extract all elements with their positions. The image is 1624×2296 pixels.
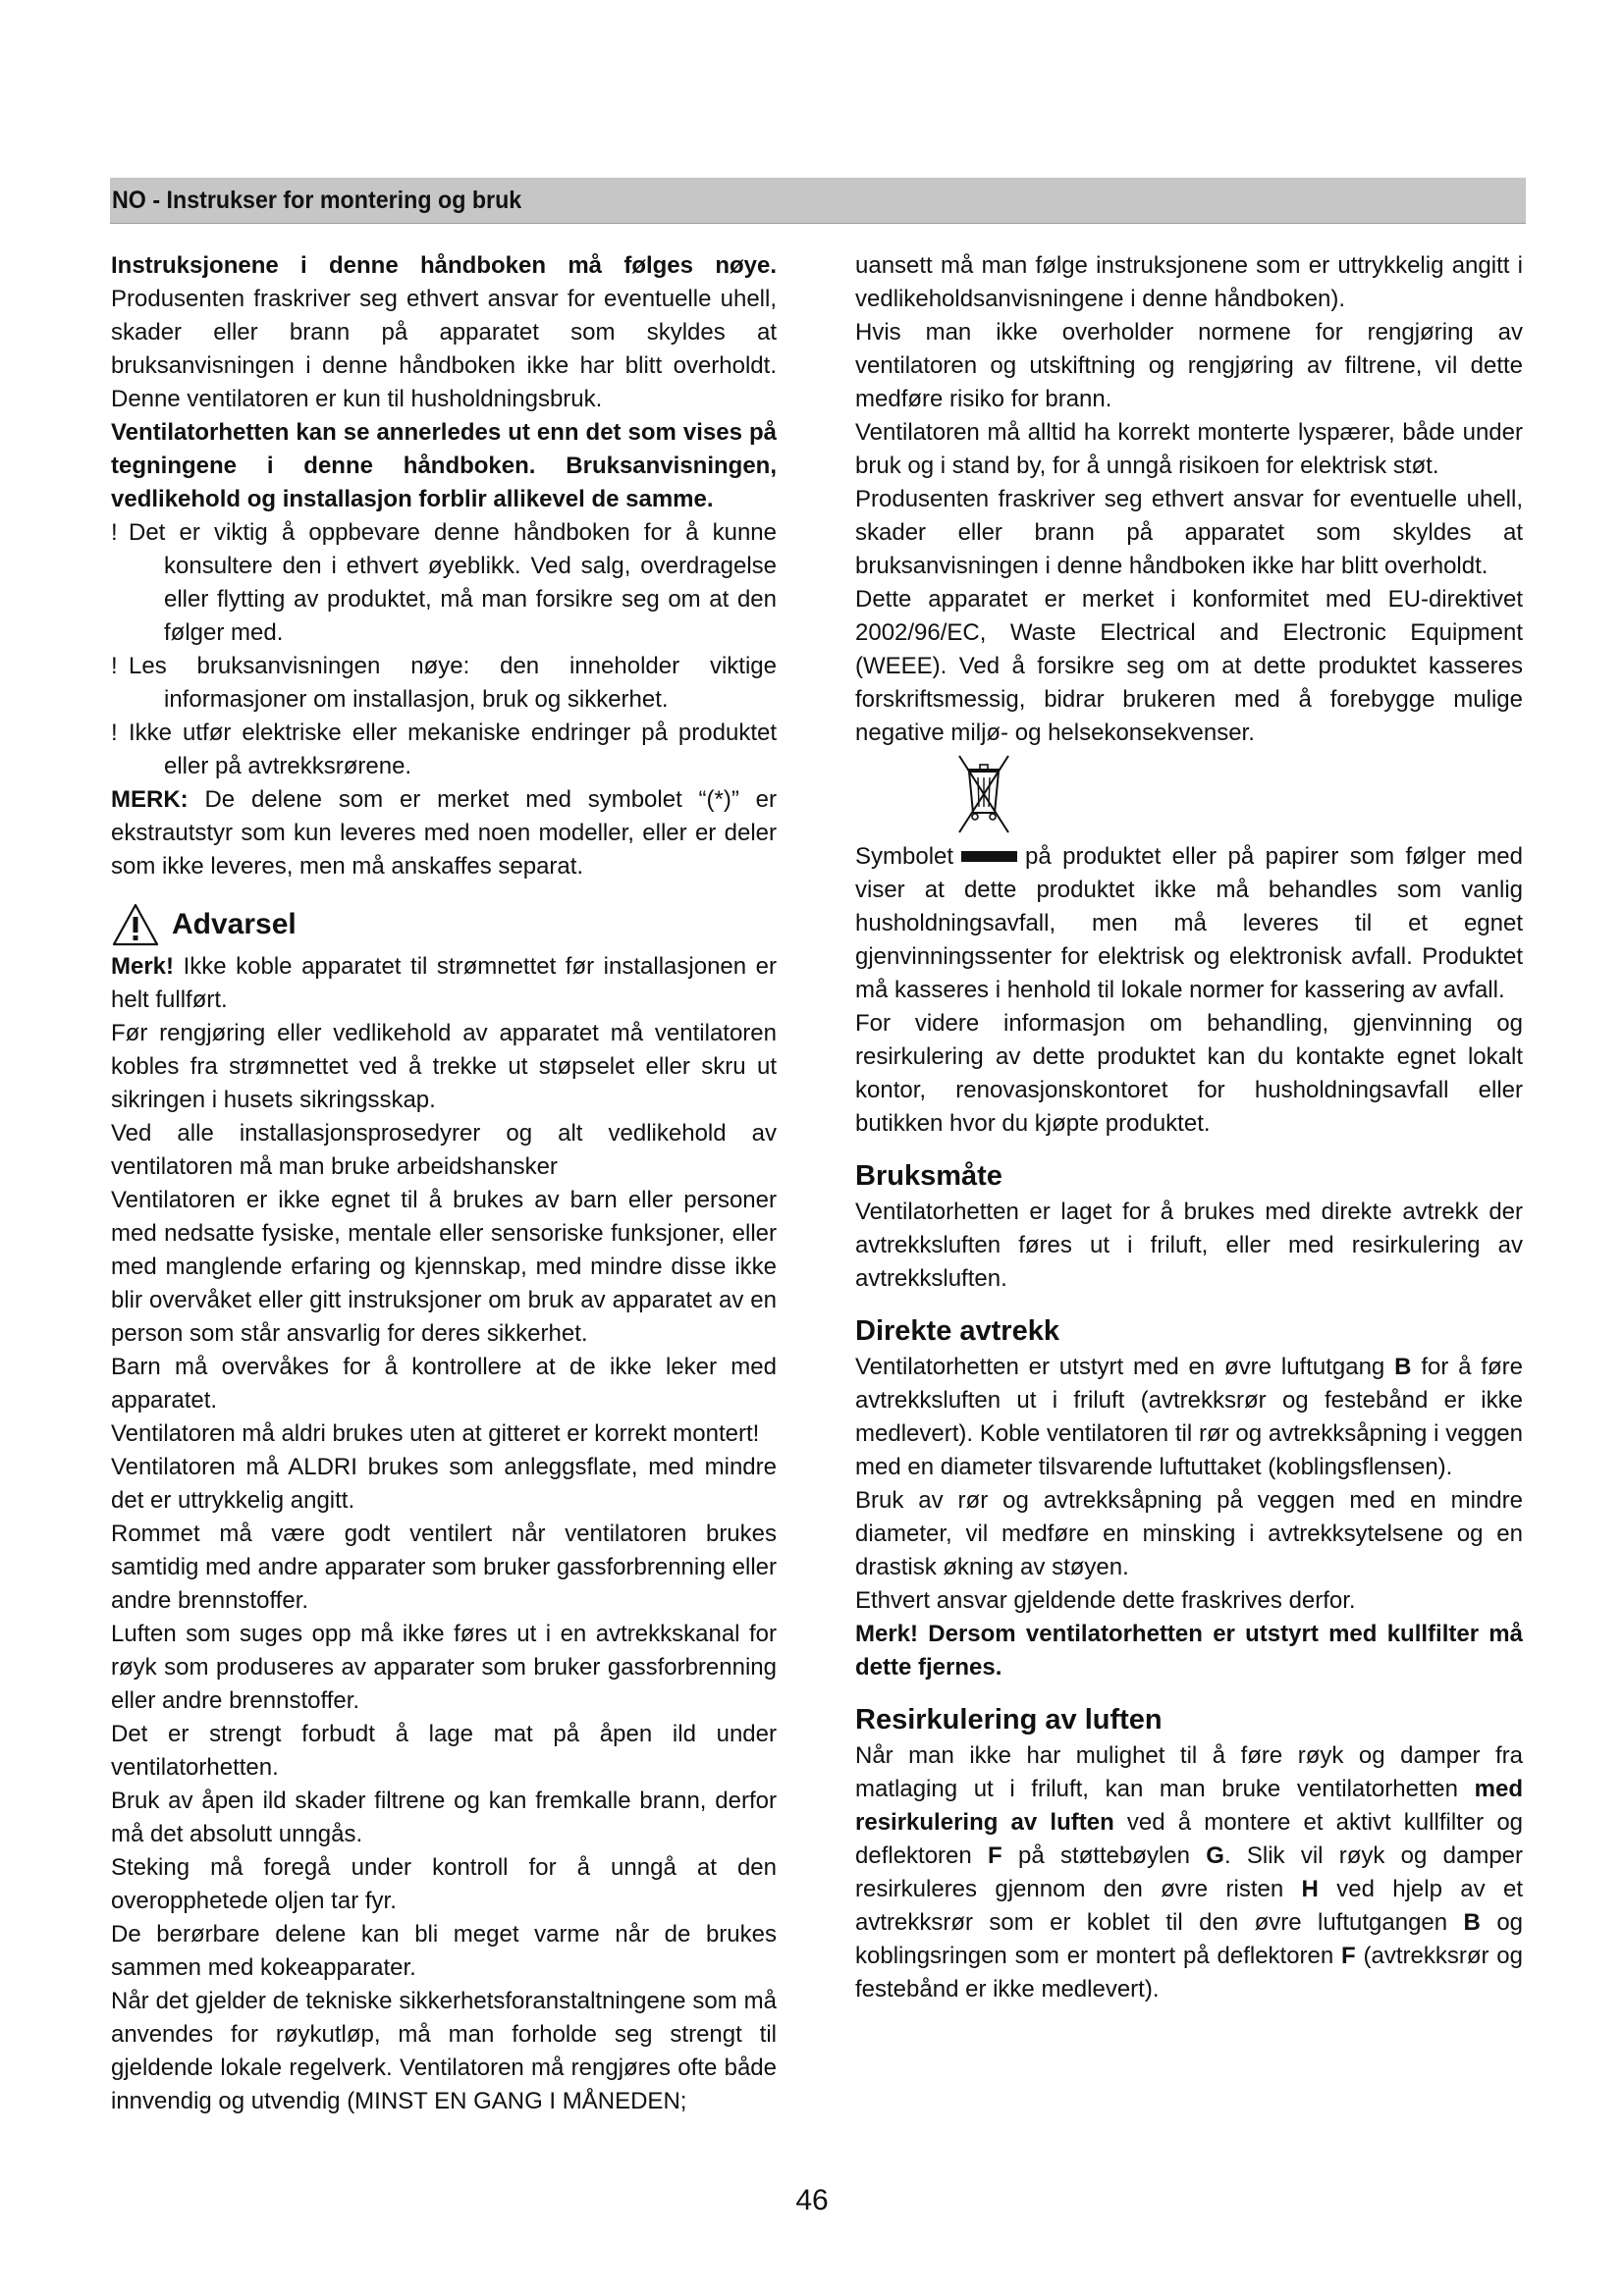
paragraph: Ventilatoren må ALDRI brukes som anleggsflate, med mindre det er uttrykkelig angitt. xyxy=(111,1454,777,1514)
merk2-text: Ikke koble apparatet til strømnettet før installasjonen er helt fullført. xyxy=(111,953,777,1013)
right-column xyxy=(855,249,1523,2006)
intro-paragraph xyxy=(111,249,777,416)
paragraph: Produsenten fraskriver seg ethvert ansvar for eventuelle uhell, skader eller brann på apparatet som skyldes at bruksanvisningen i denne håndboken ikke har blitt overholdt. xyxy=(855,486,1523,579)
merk-text: De delene som er merket med symbolet “(*)” er ekstrautstyr som kun leveres med noen modeller, eller er deler som ikke leveres, men må anskaffes separat. xyxy=(111,786,778,880)
merk-paragraph xyxy=(111,783,777,883)
warning-triangle-icon xyxy=(111,902,160,947)
left-column xyxy=(111,249,777,2118)
bullet-mark: ! xyxy=(111,720,118,746)
bullet-item: ! Ikke utfør elektriske eller mekaniske endringer på produktet eller på avtrekksrørene. xyxy=(111,717,777,783)
heading-resirkulering: Resirkulering av luften xyxy=(855,1704,1163,1735)
paragraph: Bruk av åpen ild skader filtrene og kan fremkalle brann, derfor må det absolutt unngås. xyxy=(111,1788,777,1847)
bullet-item: ! Det er viktig å oppbevare denne håndboken for å kunne konsultere den i ethvert øyeblikk. Ved salg, overdragelse eller flytting av produktet, må man forsikre seg om at den følger med. xyxy=(111,516,777,650)
page-number: 46 xyxy=(795,2184,829,2216)
merk2-label: Merk! xyxy=(111,953,175,980)
paragraph: Ventilatorhetten er utstyrt med en øvre luftutgang B for å føre avtrekksluften ut i friluft (avtrekksrør og festebånd er ikke medlevert). Koble ventilatoren til rør og avtrekksåpning i veggen med en diameter tilsvarende luftuttaket (koblingsflensen). xyxy=(855,1354,1524,1480)
heading-direkte-avtrekk: Direkte avtrekk xyxy=(855,1315,1059,1347)
paragraph: Ventilatoren er ikke egnet til å brukes av barn eller personer med nedsatte fysiske, mentale eller sensoriske funksjoner, eller med manglende erfaring og kjennskap, med mindre disse ikke blir overvåket eller gitt instruksjoner om bruk av apparatet av en person som står ansvarlig for deres sikkerhet. xyxy=(111,1187,777,1347)
paragraph: Ventilatoren må aldri brukes uten at gitteret er korrekt montert! xyxy=(111,1420,760,1447)
weee-paragraph: Dette apparatet er merket i konformitet med EU-direktivet 2002/96/EC, Waste Electrical and Electronic Equipment (WEEE). Ved å forsikre seg om at dette produktet kasseres forskriftsmessig, bidrar brukeren med å forebygge mulige negative miljø- og helsekonsekvenser. xyxy=(855,586,1523,746)
merk2-paragraph xyxy=(111,950,777,1017)
design-notice: Ventilatorhetten kan se annerledes ut enn det som vises på tegningene i denne håndboken. Bruksanvisningen, vedlikehold og installasjon forblir allikevel de samme. xyxy=(111,419,777,512)
paragraph: Når det gjelder de tekniske sikkerhetsforanstaltningene som må anvendes for røykutløp, må man forholde seg strengt til gjeldende lokale regelverk. Ventilatoren må rengjøres ofte både innvendig og utvendig (MINST EN GANG I MÅNEDEN; xyxy=(111,1988,777,2114)
paragraph: Ventilatorhetten er laget for å brukes med direkte avtrekk der avtrekksluften føres ut i friluft, eller med resirkulering av avtrekksluften. xyxy=(855,1199,1523,1292)
paragraph: uansett må man følge instruksjonene som er uttrykkelig angitt i vedlikeholdsanvisningene i denne håndboken). xyxy=(855,252,1523,312)
paragraph: Luften som suges opp må ikke føres ut i en avtrekkskanal for røyk som produseres av apparater som bruker gassforbrenning eller andre brennstoffer. xyxy=(111,1621,777,1714)
section-header xyxy=(110,178,1526,224)
heading-bruksmate: Bruksmåte xyxy=(855,1160,1002,1192)
bullet-mark: ! xyxy=(111,653,118,679)
paragraph: Rommet må være godt ventilert når ventilatoren brukes samtidig med andre apparater som bruker gassforbrenning eller andre brennstoffer. xyxy=(111,1521,777,1614)
paragraph: Steking må foregå under kontroll for å unngå at den overopphetede oljen tar fyr. xyxy=(111,1854,777,1914)
weee-bar-icon xyxy=(961,851,1017,862)
intro-bold: Instruksjonene i denne håndboken må følges nøye. xyxy=(111,252,777,279)
paragraph: Ventilatoren må alltid ha korrekt monterte lyspærer, både under bruk og i stand by, for å unngå risikoen for elektrisk støt. xyxy=(855,419,1523,479)
weee-symbol xyxy=(855,750,1523,840)
paragraph: Barn må overvåkes for å kontrollere at de ikke leker med apparatet. xyxy=(111,1354,777,1414)
warning-heading xyxy=(111,899,777,950)
paragraph: Ved alle installasjonsprosedyrer og alt vedlikehold av ventilatoren må man bruke arbeidshansker xyxy=(111,1120,777,1180)
bullet-item: ! Les bruksanvisningen nøye: den inneholder viktige informasjoner om installasjon, bruk og sikkerhet. xyxy=(111,650,777,717)
paragraph: Bruk av rør og avtrekksåpning på veggen med en mindre diameter, vil medføre en minsking i avtrekksytelsene og en drastisk økning av støyen. xyxy=(855,1487,1523,1580)
kullfilter-notice: Merk! Dersom ventilatorhetten er utstyrt med kullfilter må dette fjernes. xyxy=(855,1621,1523,1681)
intro-text: Produsenten fraskriver seg ethvert ansvar for eventuelle uhell, skader eller brann på apparatet som skyldes at bruksanvisningen i denne håndboken ikke har blitt overholdt. Denne ventilatoren er kun til husholdningsbruk. xyxy=(111,286,777,412)
paragraph: Når man ikke har mulighet til å føre røyk og damper fra matlaging ut i friluft, kan man bruke ventilatorhetten med resirkulering av luften ved å montere et aktivt kullfilter og deflektoren F på støttebøylen G. Slik vil røyk og damper resirkuleres gjennom den øvre risten H ved hjelp av et avtrekksrør som er koblet til den øvre luftutgangen B og koblingsringen som er montert på deflektoren F (avtrekksrør og festebånd er ikke medlevert). xyxy=(855,1742,1524,2002)
paragraph: Hvis man ikke overholder normene for rengjøring av ventilatoren og utskiftning og rengjøring av filtrene, vil dette medføre risiko for brann. xyxy=(855,319,1523,412)
bullet-mark: ! xyxy=(111,519,118,546)
crossed-bin-icon xyxy=(953,750,1014,838)
paragraph: De berørbare delene kan bli meget varme når de brukes sammen med kokeapparater. xyxy=(111,1921,777,1981)
warning-title: Advarsel xyxy=(172,908,297,940)
section-title: NO - Instrukser for montering og bruk xyxy=(112,187,522,214)
paragraph: Før rengjøring eller vedlikehold av apparatet må ventilatoren kobles fra strømnettet ved å trekke ut støpselet eller skru ut sikringen i husets sikringsskap. xyxy=(111,1020,777,1113)
paragraph: For videre informasjon om behandling, gjenvinning og resirkulering av dette produktet kan du kontakte egnet lokalt kontor, renovasjonskontoret for husholdningsavfall eller butikken hvor du kjøpte produktet. xyxy=(855,1010,1523,1137)
symbol-paragraph: Symbolet på produktet eller på papirer som følger med viser at dette produktet ikke må behandles som vanlig husholdningsavfall, men må leveres til et egnet gjenvinningssenter for elektrisk og elektronisk avfall. Produktet må kasseres i henhold til lokale normer for kassering av avfall. xyxy=(855,843,1523,1003)
paragraph: Det er strengt forbudt å lage mat på åpen ild under ventilatorhetten. xyxy=(111,1721,777,1781)
paragraph: Ethvert ansvar gjeldende dette fraskrives derfor. xyxy=(855,1587,1356,1614)
merk-label: MERK: xyxy=(111,786,189,813)
